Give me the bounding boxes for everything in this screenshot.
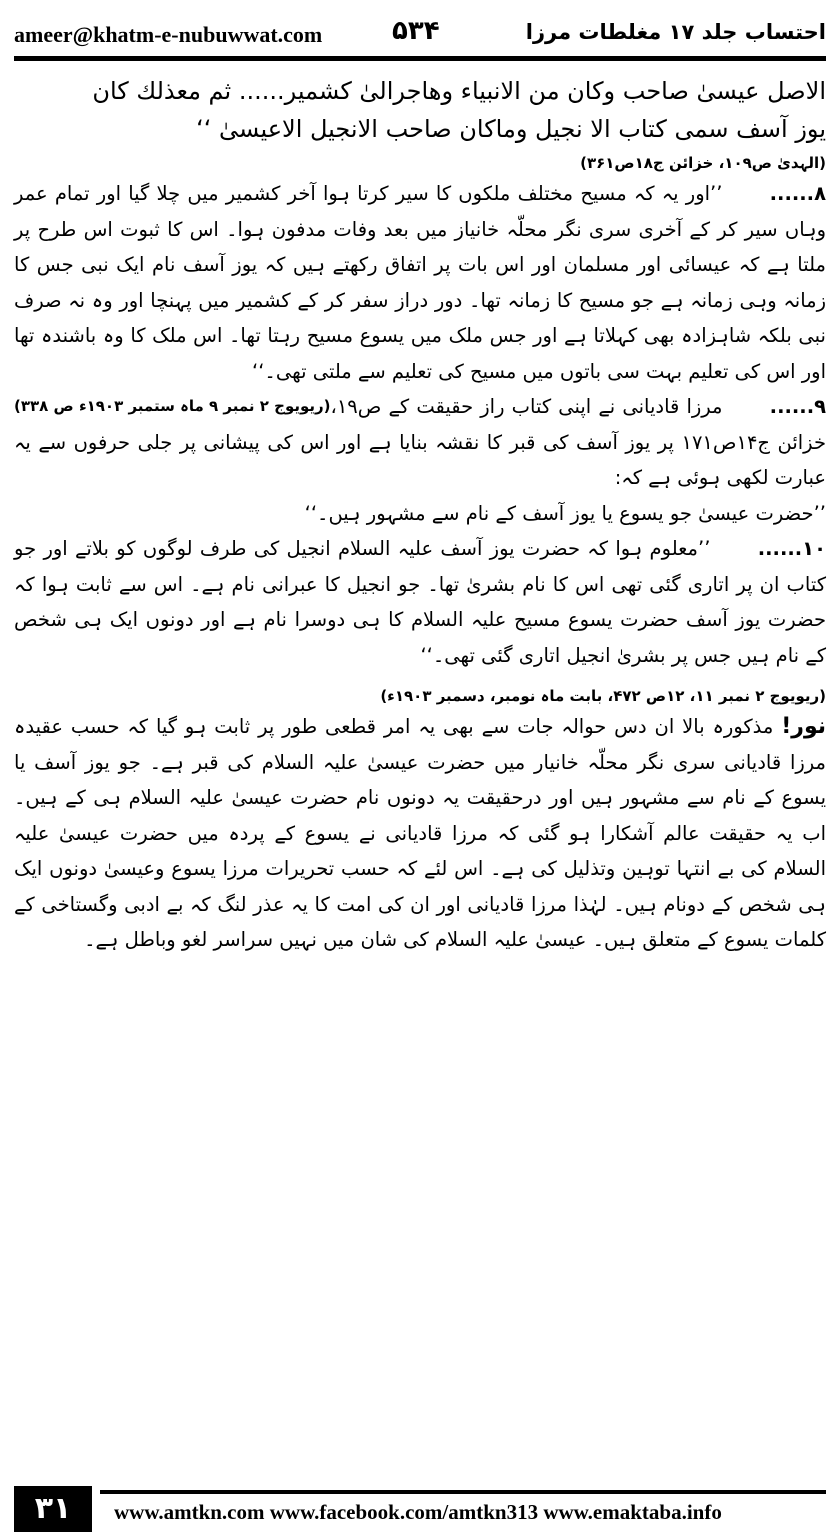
header-rule xyxy=(14,56,826,61)
paragraph-10-text: ’’معلوم ہوا کہ حضرت یوز آسف علیہ السلام انجیل کی طرف لوگوں کو بلاتے اور جو کتاب ان پر اتاری گئی تھی اس کا نام بشریٰ تھا۔ جو انجیل کا عبرانی نام ہے۔ اس سے ثابت ہوا کہ حضرت یوز آسف حضرت یسوع مسیح علیہ السلام کا ہی دوسرا نام ہے اور دونوں ایک ہی شخص کے نام ہیں جس پر بشریٰ انجیل اتاری گئی تھی۔‘‘ xyxy=(14,537,826,667)
reference-3: (ریویوج ۲ نمبر ۱۱، ۱۲ص ۴۷۲، بابت ماہ نومبر، دسمبر ۱۹۰۳ء) xyxy=(380,687,826,705)
paragraph-9-quote: ’’حضرت عیسیٰ جو یسوع یا یوز آسف کے نام سے مشہور ہیں۔‘‘ xyxy=(304,501,826,525)
paragraph-10-number: ۱۰...... xyxy=(757,537,826,560)
header-page-number: ۵۳۴ xyxy=(392,16,440,46)
footer-page-number: ۳۱ xyxy=(14,1486,92,1532)
reference-2: (ریویوج ۲ نمبر ۹ ماہ ستمبر ۱۹۰۳ء ص ۳۳۸) xyxy=(14,397,331,415)
conclusion-paragraph xyxy=(14,709,826,958)
footer-rule xyxy=(100,1490,826,1494)
paragraph-8-number: ۸...... xyxy=(769,182,826,205)
paragraph-9-number: ۹...... xyxy=(769,395,827,418)
page-footer xyxy=(14,1486,826,1532)
conclusion-lead: نور! xyxy=(781,714,827,739)
header-email: ameer@khatm-e-nubuwwat.com xyxy=(14,22,323,47)
page-body xyxy=(14,72,826,1470)
header-title: احتساب جلد ۱۷ مغلطات مرزا xyxy=(525,20,826,44)
paragraph-10 xyxy=(14,531,826,673)
arabic-quote-line-2: یوز آسف سمی کتاب الا نجیل وماکان صاحب الانجیل الاعیسیٰ ‘‘ xyxy=(196,115,826,143)
reference-1: (الہدیٰ ص۱۰۹، خزائن ج۱۸ص۳۶۱) xyxy=(580,154,826,172)
paragraph-8 xyxy=(14,176,826,415)
paragraph-8-text: ’’اور یہ کہ مسیح مختلف ملکوں کا سیر کرتا ہوا آخر کشمیر میں چلا گیا اور تمام عمر وہاں سیر کر کے آخری سری نگر محلّہ خانیاز میں بعد وفات مدفون ہوا۔ اس کا ثبوت اس طرح پر ملتا ہے کہ عیسائی اور مسلمان اور اس بات پر اتفاق رکھتے ہیں کہ یوز آسف نام ایک نبی جس کا زمانہ وہی زمانہ ہے جو مسیح کا زمانہ تھا۔ دور دراز سفر کر کے کشمیر میں پہنچا اور وہ نہ صرف نبی بلکہ شاہزادہ بھی کہلاتا ہے اور جس ملک میں یسوع مسیح رہتا تھا۔ اس ملک کا وہ باشندہ تھا اور اس کی تعلیم بہت سی باتوں میں مسیح کی تعلیم سے ملتی تھی۔‘‘ xyxy=(14,182,826,383)
page-header xyxy=(14,12,826,52)
footer-urls: www.amtkn.com www.facebook.com/amtkn313 www.emaktaba.info xyxy=(114,1500,722,1524)
arabic-quote-line-1: الاصل عیسیٰ صاحب وکان من الانبیاء وهاجرالیٰ کشمیر...... ثم معذلك کان xyxy=(92,77,826,105)
paragraph-9-text: مرزا قادیانی نے اپنی کتاب راز حقیقت کے ص۱۹، خزائن ج۱۴ص۱۷۱ پر یوز آسف کی قبر کا نقشہ بنایا ہے اور اس کی پیشانی پر جلی حرفوں سے یہ عبارت لکھی ہوئی ہے کہ: xyxy=(14,395,826,489)
conclusion-text: مذکورہ بالا ان دس حوالہ جات سے بھی یہ امر قطعی طور پر ثابت ہو گیا کہ حسب عقیدہ مرزا قادیانی سری نگر محلّہ خانیار میں حضرت عیسیٰ علیہ السلام کی قبر ہے۔ جو یوز آسف یا یسوع کے نام سے مشہور ہیں اور درحقیقت یہ دونوں نام حضرت عیسیٰ علیہ السلام ہی کے ہیں۔ اب یہ حقیقت عالم آشکارا ہو گئی کہ مرزا قادیانی نے یسوع کے پردہ میں حضرت عیسیٰ علیہ السلام کی بے انتہا توہین وتذلیل کی ہے۔ اس لئے کہ حسب تحریرات مرزا یسوع وعیسیٰ دونوں ایک ہی شخص کے دونام ہیں۔ لہٰذا مرزا قادیانی اور ان کی امت کا یہ عذر لنگ کہ بے ادبی وگستاخی کے کلمات یسوع کے متعلق ہیں۔ عیسیٰ علیہ السلام کی شان میں نہیں سراسر لغو وباطل ہے۔ xyxy=(14,715,826,951)
